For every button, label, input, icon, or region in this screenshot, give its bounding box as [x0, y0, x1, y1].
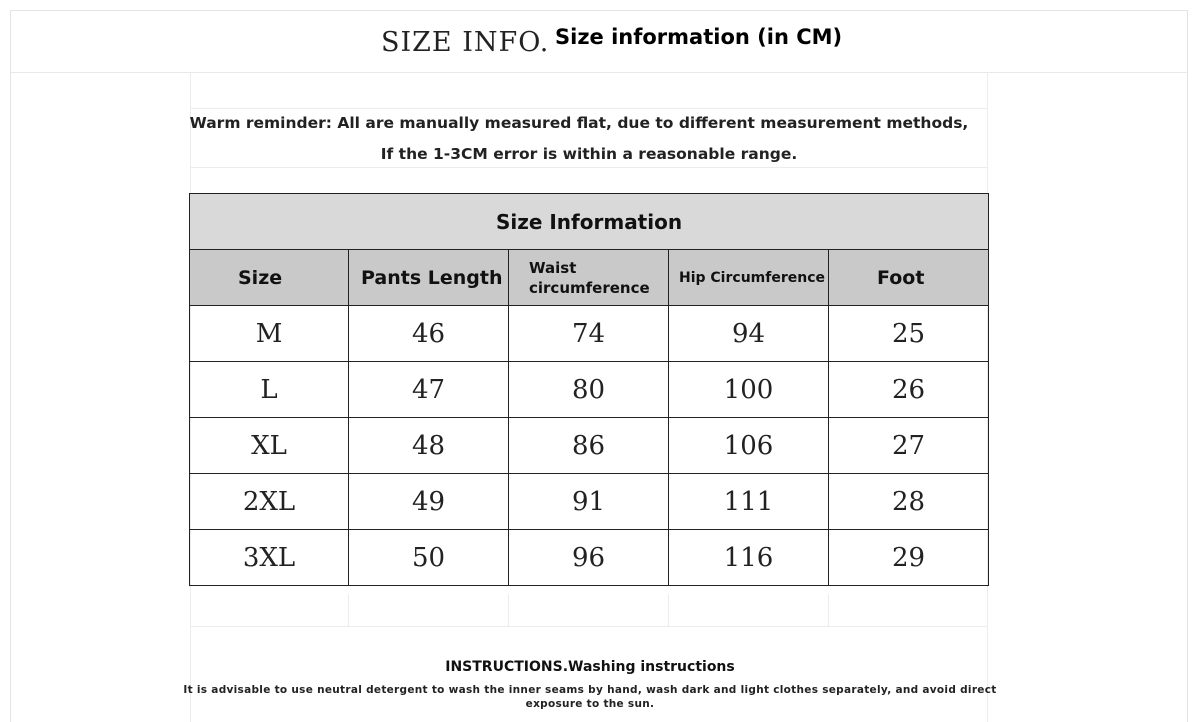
guide-col-1: [348, 594, 349, 626]
cell-pants-length: 46: [349, 306, 509, 362]
cell-hip: 94: [669, 306, 829, 362]
guide-line-top: [190, 108, 988, 109]
table-row: [190, 418, 989, 474]
cell-hip: 111: [669, 474, 829, 530]
instructions-text: It is advisable to use neutral detergent to wash the inner seams by hand, wash dark and light clothes separately, and avoid direct exposure to the sun.: [183, 684, 997, 710]
guide-col-2: [508, 594, 509, 626]
reminder-line-1: Warm reminder: All are manually measured flat, due to different measurement methods,: [189, 114, 969, 132]
instructions-title: INSTRUCTIONS.Washing instructions: [445, 659, 735, 675]
cell-foot: 28: [829, 474, 989, 530]
column-header-size: Size: [190, 250, 349, 306]
cell-waist: 80: [509, 362, 669, 418]
cell-pants-length: 49: [349, 474, 509, 530]
cell-foot: 25: [829, 306, 989, 362]
cell-waist: 86: [509, 418, 669, 474]
cell-waist: 91: [509, 474, 669, 530]
guide-line-mid: [190, 167, 988, 168]
cell-size: L: [190, 362, 349, 418]
header-bar: [10, 10, 1188, 73]
cell-size: XL: [190, 418, 349, 474]
guide-col-4: [828, 594, 829, 626]
cell-waist: 96: [509, 530, 669, 586]
column-header-foot: Foot: [829, 250, 989, 306]
cell-foot: 26: [829, 362, 989, 418]
header-size-info-label: SIZE INFO.: [381, 27, 550, 58]
size-table: [189, 193, 989, 586]
cell-hip: 100: [669, 362, 829, 418]
page-title: Size information (in CM): [555, 25, 843, 49]
column-header-hip: Hip Circumference: [669, 250, 829, 306]
cell-pants-length: 47: [349, 362, 509, 418]
cell-hip: 116: [669, 530, 829, 586]
cell-size: M: [190, 306, 349, 362]
table-caption: Size Information: [190, 194, 989, 250]
table-row: [190, 306, 989, 362]
table-row: [190, 362, 989, 418]
cell-foot: 29: [829, 530, 989, 586]
cell-waist: 74: [509, 306, 669, 362]
column-header-waist: Waist circumference: [509, 250, 669, 306]
cell-size: 3XL: [190, 530, 349, 586]
table-row: [190, 530, 989, 586]
cell-foot: 27: [829, 418, 989, 474]
cell-hip: 106: [669, 418, 829, 474]
guide-col-3: [668, 594, 669, 626]
table-row: [190, 474, 989, 530]
column-header-pants-length: Pants Length: [349, 250, 509, 306]
reminder-line-2: If the 1-3CM error is within a reasonable range.: [380, 145, 798, 163]
cell-pants-length: 48: [349, 418, 509, 474]
guide-line-bottom: [190, 626, 988, 627]
cell-pants-length: 50: [349, 530, 509, 586]
cell-size: 2XL: [190, 474, 349, 530]
